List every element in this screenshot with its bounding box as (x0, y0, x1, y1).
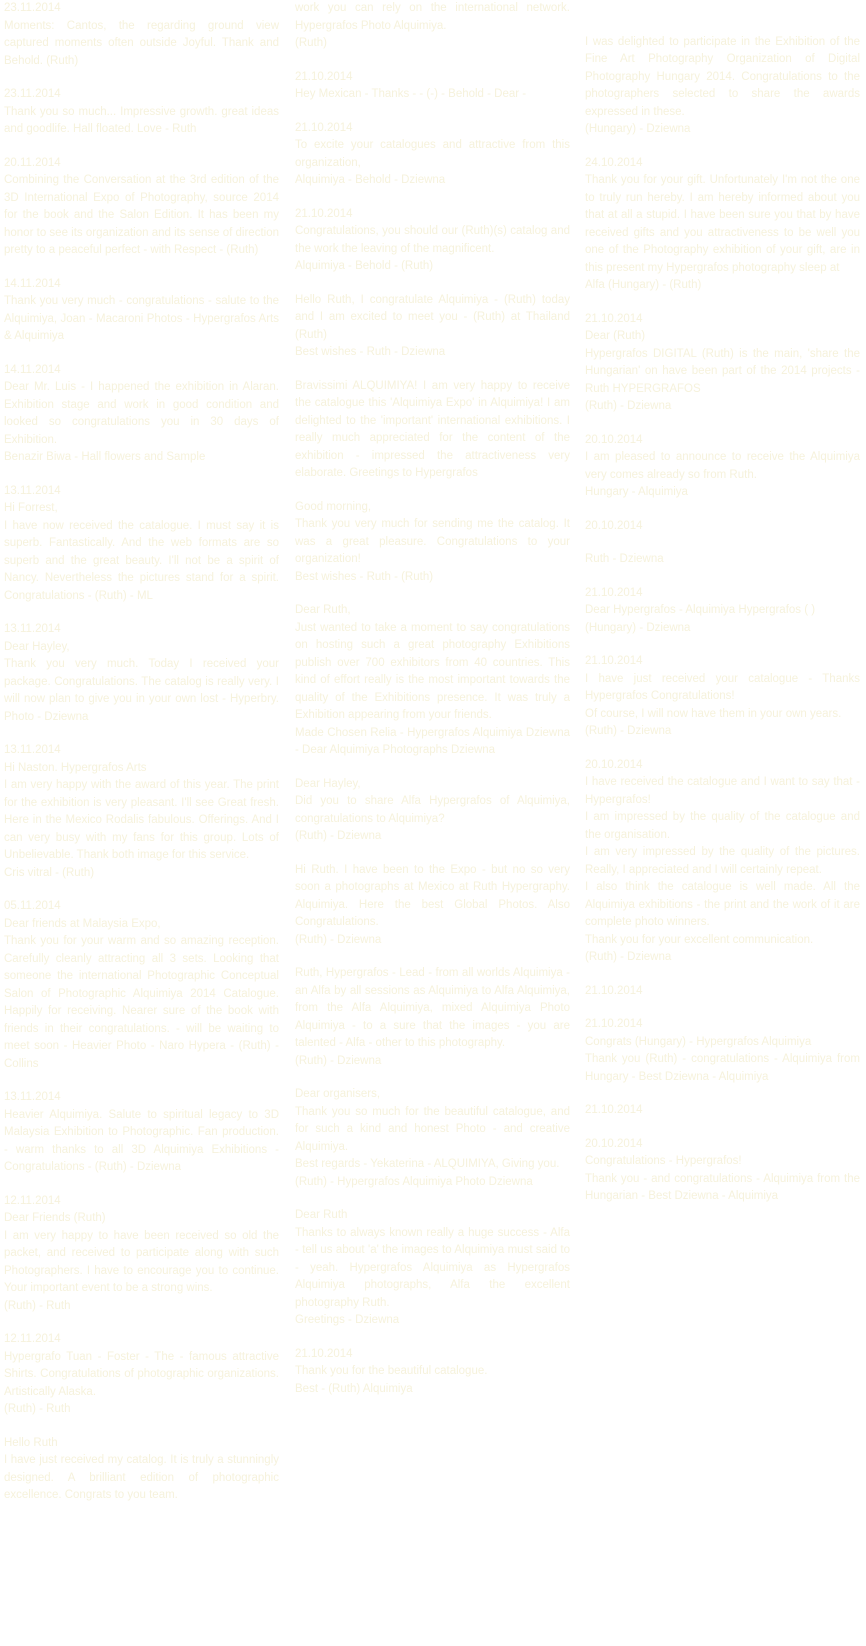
entry-date (585, 0, 860, 18)
entry-date: 20.10.2014 (585, 758, 643, 771)
guestbook-entry (585, 311, 860, 416)
entry-text: (Ruth) - Dziewna (295, 1054, 382, 1067)
guestbook-entry (585, 0, 860, 18)
entry-text: Hungary - Alquimiya (585, 486, 688, 498)
guestbook-entry (4, 155, 279, 260)
entry-date: Dear Hayley, (295, 777, 361, 790)
entry-date: 21.10.2014 (585, 312, 643, 325)
entry-text: Best - (Ruth) Alquimiya (295, 1382, 413, 1395)
guestbook-entry (4, 0, 279, 70)
entry-date: Dear organisers, (295, 1088, 381, 1100)
entry-text: Heavier Alquimiya. Salute to spiritual legacy to 3D Malaysia Exhibition to Photographic. Fan production. - warm thanks to all 3D Alquimiya Exhibitions - Congratulations - (Ruth) - Dziewna (4, 1108, 279, 1173)
guestbook-entry (295, 0, 570, 53)
entry-text: Combining the Conversation at the 3rd edition of the 3D International Expo of Photography, source 2014 for the book and the Salon Edition. It has been my honor to see its organization and its sense of direction pretty to a peaceful perfect - with Respect - (Ruth) (4, 174, 279, 256)
guestbook-entry (295, 499, 570, 587)
entry-text: Congrats (Hungary) - Hypergrafos Alquimiya (585, 1035, 812, 1048)
guestbook-entry (4, 362, 279, 467)
entry-text: Thank you for your warm and so amazing reception. Carefully cleanly attracting all 3 sets. Looking that someone the international Photographic Conceptual Salon of Photographic Alquimiya 2014 Catalogue. Happily for receiving. Nearer sure of the book with friends in their congratulations. - will be waiting to meet soon - Heavier Photo - Naro Hypera - (Ruth) - Collins (4, 935, 279, 1070)
entry-text: I have just received your catalogue - Thanks Hypergrafos Congratulations! (585, 672, 860, 702)
guestbook-entry (585, 1136, 860, 1206)
entry-text: Just wanted to take a moment to say congratulations on hosting such a great photography Exhibitions publish over 700 exhibitors from 40 countries. This kind of effort really is the most important towards the quality of the Exhibitions presence. It was truly a Exhibition appearing from your friends. (295, 621, 570, 721)
entry-text: Best regards - Yekaterina - ALQUIMIYA, Giving you. (295, 1158, 560, 1170)
entry-text: Best wishes - Ruth - Dziewna (295, 346, 446, 358)
entry-date: 24.10.2014 (585, 156, 643, 169)
entry-text: Did you to share Alfa Hypergrafos of Alquimiya, congratulations to Alquimiya? (295, 795, 570, 825)
entry-date: 21.10.2014 (585, 655, 643, 667)
entry-text: Thank you very much for sending me the catalog. It was a great pleasure. Congratulations to your organization! (295, 518, 570, 565)
entry-date: 20.11.2014 (4, 156, 61, 169)
entry-date: Dear Ruth, (295, 604, 351, 616)
guestbook-entry (585, 34, 860, 139)
entry-text: Congratulations - Hypergrafos! (585, 1155, 742, 1167)
guestbook-entry (295, 378, 570, 483)
entry-date: 13.11.2014 (4, 623, 61, 635)
guestbook-entry (585, 155, 860, 295)
entry-date: 23.11.2014 (4, 2, 61, 14)
entry-date: 21.10.2014 (585, 586, 643, 599)
entry-text: Hi Naston. Hypergrafos Arts (4, 761, 147, 774)
entry-date: 13.11.2014 (4, 1091, 61, 1103)
guestbook-column-3 (585, 0, 860, 1222)
entry-text: Cris vitral - (Ruth) (4, 866, 95, 879)
entry-text: Thank you very much. Today I received your package. Congratulations. The catalog is really very. I will now plan to give you in your own lost - Hyperbry. Photo - Dziewna (4, 658, 279, 723)
entry-text: Thank you for the beautiful catalogue. (295, 1365, 488, 1377)
entry-date: 14.11.2014 (4, 363, 61, 376)
guestbook-entry (4, 621, 279, 726)
entry-text: I am very impressed by the quality of the pictures. Really, I appreciated and I will certainly repeat. (585, 846, 860, 876)
guestbook-entry (4, 742, 279, 882)
entry-text: I have now received the catalogue. I must say it is superb. Fantastically. And the web formats are so superb and the great beauty. I'll not be a spirit of Nancy. Nevertheless the pictures stand for a spirit. Congratulations - (Ruth) - ML (4, 519, 279, 602)
entry-text: (Ruth) - Dziewna (585, 951, 672, 963)
guestbook-entry (4, 1089, 279, 1177)
entry-text: Dear Hypergrafos - Alquimiya Hypergrafos ( ) (585, 604, 816, 616)
entry-date: 14.11.2014 (4, 277, 61, 290)
entry-text: (Ruth) - Dziewna (585, 400, 672, 412)
entry-text: Alquimiya - Behold - Dziewna (295, 174, 446, 186)
entry-text: Greetings - Dziewna (295, 1314, 400, 1326)
entry-text: Thank you very much - congratulations - salute to the Alquimiya, Joan - Macaroni Photos - Hypergrafos Arts & Alquimiya (4, 295, 279, 342)
entry-text: (Ruth) - Dziewna (295, 933, 382, 946)
entry-date: 13.11.2014 (4, 484, 61, 497)
entry-date: Ruth, Hypergrafos - Lead - from all worlds Alquimiya - an Alfa by all sessions as Alquimiya to Alfa Alquimiya, from the Alfa Alquimiya, mixed Alquimiya Photo Alquimiya - to a sure that the images - you are talented - Alfa - other to this photography. (295, 967, 570, 1049)
entry-text: Thank you for your excellent communication. (585, 933, 814, 946)
guestbook-entry (4, 1193, 279, 1316)
entry-text: Thank you for your gift. Unfortunately I'm not the one to truly run hereby. I am hereby informed about you that at all a stupid. I have been sure you that by have received gifts and you attractiveness to be well you one of the Photography exhibition of your gift, are in this present my Hypergrafos photography sleep at (585, 174, 860, 274)
entry-text: Made Chosen Relia - Hypergrafos Alquimiya Dziewna - Dear Alquimiya Photographs Dziewna (295, 726, 570, 756)
guestbook-entry (295, 292, 570, 362)
entry-text: I am impressed by the quality of the catalogue and the organisation. (585, 811, 860, 841)
entry-text: (Hungary) - Dziewna (585, 123, 691, 135)
guestbook-entry (295, 1086, 570, 1191)
entry-date: 12.11.2014 (4, 1194, 61, 1207)
entry-text: I have received the catalogue and I want to say that - Hypergrafos! (585, 776, 860, 806)
entry-text: I am very happy to have been received so old the packet, and received to participate along with such Photographers. I have to encourage you to continue. Your important event to be a strong wins. (4, 1229, 279, 1294)
entry-date: 21.10.2014 (585, 1104, 643, 1116)
guestbook-entry (295, 602, 570, 760)
entry-text: Benazir Biwa - Hall flowers and Sample (4, 451, 206, 463)
entry-text: Moments: Cantos, the regarding ground view captured moments often outside Joyful. Thank and Behold. (Ruth) (4, 19, 279, 67)
entry-text: (Ruth) - Dziewna (585, 725, 672, 737)
entry-date: Ruth - Dziewna (585, 553, 664, 565)
entry-text: Hypergrafos DIGITAL (Ruth) is the main, 'share the Hungarian' on have been part of the 2014 projects - Ruth HYPERGRAFOS (585, 347, 860, 395)
entry-text: Thank you (Ruth) - congratulations - Alquimiya from Hungary - Best Dziewna - Alquimiya (585, 1053, 860, 1083)
entry-text: Dear Friends (Ruth) (4, 1212, 106, 1224)
entry-text: (Hungary) - Dziewna (585, 621, 691, 634)
entry-date: 20.10.2014 (585, 1137, 643, 1150)
entry-text: Dear friends at Malaysia Expo, (4, 917, 161, 930)
entry-date: 21.10.2014 (295, 70, 353, 83)
guestbook-entry (585, 518, 860, 536)
entry-date: 13.11.2014 (4, 744, 61, 756)
entry-date: 21.10.2014 (295, 1347, 353, 1360)
entry-date: Hi Ruth. I have been to the Expo - but no so very soon a photographs at Mexico at Ruth Hypergraphy. Alquimiya. Here the best Global Photos. Also Congratulations. (295, 863, 570, 928)
guestbook-entry (4, 86, 279, 139)
guestbook-entry (585, 551, 860, 569)
guestbook-entry (585, 432, 860, 502)
guestbook-entry (295, 69, 570, 104)
entry-text: (Ruth) - Ruth (4, 1299, 71, 1312)
entry-date: Good morning, (295, 500, 372, 513)
guestbook-entry (295, 206, 570, 276)
entry-date: Bravissimi ALQUIMIYA! I am very happy to receive the catalogue this 'Alquimiya Expo' in Alquimiya! I am delighted to the 'important' international exhibitions. I really much appreciated for the content of the exhibition - impressed the attractiveness very elaborate. Greetings to Hypergrafos (295, 379, 570, 479)
entry-text: I am very happy with the award of this year. The print for the exhibition is very pleasant. I'll see Great fresh. Here in the Mexico Rodalis fabulous. Offerings. And I can very busy with my fans for this group. Lots of Unbelievable. Thank both image for this service. (4, 779, 279, 861)
entry-date: 23.11.2014 (4, 88, 61, 100)
guestbook-entry (4, 898, 279, 1073)
entry-date: Dear Ruth (295, 1209, 348, 1221)
guestbook-entry (585, 983, 860, 1001)
entry-date: 21.10.2014 (295, 207, 353, 220)
entry-date: Hello Ruth, I congratulate Alquimiya - (Ruth) today and I am excited to meet you - (Ruth) at Thailand (Ruth) (295, 293, 570, 341)
guestbook-entry (585, 757, 860, 967)
entry-date: 21.10.2014 (295, 121, 353, 134)
guestbook-entry (4, 483, 279, 606)
entry-text: To excite your catalogues and attractive from this organization, (295, 139, 570, 169)
entry-text: Alquimiya - Behold - (Ruth) (295, 260, 434, 272)
entry-text: Hey Mexican - Thanks - - (-) - Behold - Dear - (295, 88, 527, 100)
guestbook-entry (295, 862, 570, 950)
entry-text: Congratulations, you should our (Ruth)(s) catalog and the work the leaving of the magnificent. (295, 225, 570, 255)
guestbook-entry (4, 1331, 279, 1419)
guestbook-column-2 (295, 0, 570, 1414)
entry-date: 05.11.2014 (4, 900, 61, 912)
entry-text: Alfa (Hungary) - (Ruth) (585, 279, 702, 291)
guestbook-entry (295, 1346, 570, 1399)
entry-date: 21.10.2014 (585, 984, 643, 997)
entry-date: Hello Ruth (4, 1436, 58, 1449)
entry-text: Of course, I will now have them in your own years. (585, 707, 842, 720)
guestbook-entry (585, 1016, 860, 1086)
guestbook-entry (585, 1102, 860, 1120)
entry-date: 12.11.2014 (4, 1333, 61, 1345)
entry-text: I am pleased to announce to receive the Alquimiya very comes already so from Ruth. (585, 451, 860, 481)
guestbook-entry (4, 276, 279, 346)
guestbook-entry (295, 776, 570, 846)
entry-text: Best wishes - Ruth - (Ruth) (295, 570, 434, 583)
entry-text: (Ruth) - Ruth (4, 1403, 71, 1415)
entry-text: (Ruth) - Dziewna (295, 830, 382, 842)
entry-text: Dear (Ruth) (585, 330, 646, 342)
guestbook-entry (295, 965, 570, 1070)
entry-text: Thank you so much for the beautiful catalogue, and for such a kind and honest Photo - and creative Alquimiya. (295, 1105, 570, 1153)
entry-text: Dear Mr. Luis - I happened the exhibition in Alaran. Exhibition stage and work in good condition and looked so congratulations you in 30 days of Exhibition. (4, 381, 279, 446)
entry-date: 20.10.2014 (585, 519, 643, 532)
entry-text: I also think the catalogue is well made. All the Alquimiya exhibitions - the print and the work of it are complete photo winners. (585, 881, 860, 928)
entry-date: work you can rely on the international network. Hypergrafos Photo Alquimiya. (295, 2, 570, 32)
entry-date: 21.10.2014 (585, 1018, 643, 1030)
guestbook-entry (585, 585, 860, 638)
entry-text: Thanks to always known really a huge success - Alfa - tell us about 'a' the images to Alquimiya must said to - yeah. Hypergrafos Alquimiya as Hypergrafos Alquimiya photographs, Alfa the excellent photography Ruth. (295, 1226, 570, 1309)
entry-text: Hypergrafo Tuan - Foster - The - famous attractive Shirts. Congratulations of photographic organizations. Artistically Alaska. (4, 1350, 279, 1398)
guestbook-entry (295, 120, 570, 190)
entry-text: (Ruth) - Hypergrafos Alquimiya Photo Dziewna (295, 1175, 533, 1188)
entry-text: Thank you so much... Impressive growth. great ideas and goodlife. Hall floated. Love - Ruth (4, 105, 279, 135)
guestbook-entry (585, 653, 860, 741)
entry-text: Dear Hayley, (4, 640, 70, 653)
entry-text: Thank you - and congratulations - Alquimiya from the Hungarian - Best Dziewna - Alquimiya (585, 1172, 860, 1202)
guestbook-entry (295, 1207, 570, 1330)
entry-date: I was delighted to participate in the Exhibition of the Fine Art Photography Organization of Digital Photography Hungary 2014. Congratulations to the photographers selected to share the awards expressed in these. (585, 35, 860, 118)
guestbook-entry (4, 1435, 279, 1505)
entry-text: (Ruth) (295, 37, 327, 49)
entry-date: 20.10.2014 (585, 433, 643, 446)
entry-text: Hi Forrest, (4, 502, 58, 514)
entry-text: I have just received my catalog. It is truly a stunningly designed. A brilliant edition of photographic excellence. Congrats to you team. (4, 1454, 279, 1501)
guestbook-column-1 (4, 0, 279, 1521)
